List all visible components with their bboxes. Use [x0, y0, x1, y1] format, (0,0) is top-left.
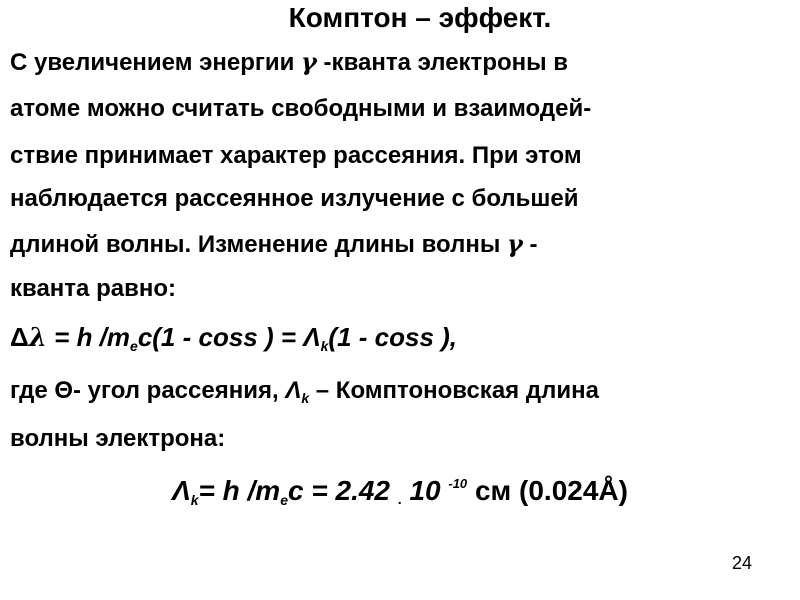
- text-line-2: атоме можно считать свободными и взаимодей-: [10, 95, 592, 122]
- subscript-k: k: [320, 338, 329, 354]
- text-line-6: кванта равно:: [10, 275, 176, 302]
- exponent: -10: [448, 476, 468, 491]
- lambda-k-symbol: Λ: [172, 475, 191, 506]
- text-segment: -: [522, 231, 538, 258]
- text-segment: -кванта электроны в: [316, 49, 569, 76]
- lambda-symbol: λ: [28, 323, 47, 353]
- text-segment: – Комптоновская длина: [309, 377, 599, 404]
- text-segment: где Θ- угол рассеяния,: [10, 377, 286, 404]
- text-line-3: ствие принимает характер рассеяния. При этом: [10, 142, 582, 169]
- subscript-e: e: [130, 338, 138, 354]
- formula-segment: c(1 - coss ) = Λ: [137, 322, 321, 352]
- gamma-symbol: γ: [301, 47, 317, 76]
- formula-segment: = h /m: [198, 475, 281, 506]
- compton-formula: [10, 322, 457, 354]
- subscript-k: k: [190, 492, 199, 508]
- formula-segment: см (0.024Å): [467, 475, 628, 506]
- subscript-k: k: [301, 390, 310, 406]
- text-line-1: [10, 47, 790, 77]
- lambda-k-symbol: Λ: [285, 377, 302, 404]
- formula-eq: =: [46, 322, 77, 352]
- explain-line-2: волны электрона:: [10, 425, 226, 452]
- formula-segment: 10: [401, 475, 449, 506]
- page-number: 24: [731, 553, 752, 573]
- formula-segment: (1 - coss ),: [328, 322, 458, 352]
- compton-wavelength-formula: [0, 475, 800, 508]
- formula-segment: h /m: [76, 322, 131, 352]
- delta-symbol: Δ: [10, 322, 29, 352]
- multiply-dot: .: [397, 491, 402, 507]
- formula-segment: c = 2.42: [288, 475, 398, 506]
- text-segment: С увеличением энергии: [10, 49, 302, 76]
- slide-title: Комптон – эффект.: [288, 2, 552, 33]
- gamma-symbol: γ: [506, 229, 523, 258]
- text-segment: длиной волны. Изменение длины волны: [10, 231, 507, 258]
- subscript-e: e: [280, 492, 289, 508]
- text-line-4: наблюдается рассеянное излучение с большей: [10, 185, 579, 212]
- text-line-5: [10, 229, 790, 259]
- explain-line-1: [10, 376, 790, 413]
